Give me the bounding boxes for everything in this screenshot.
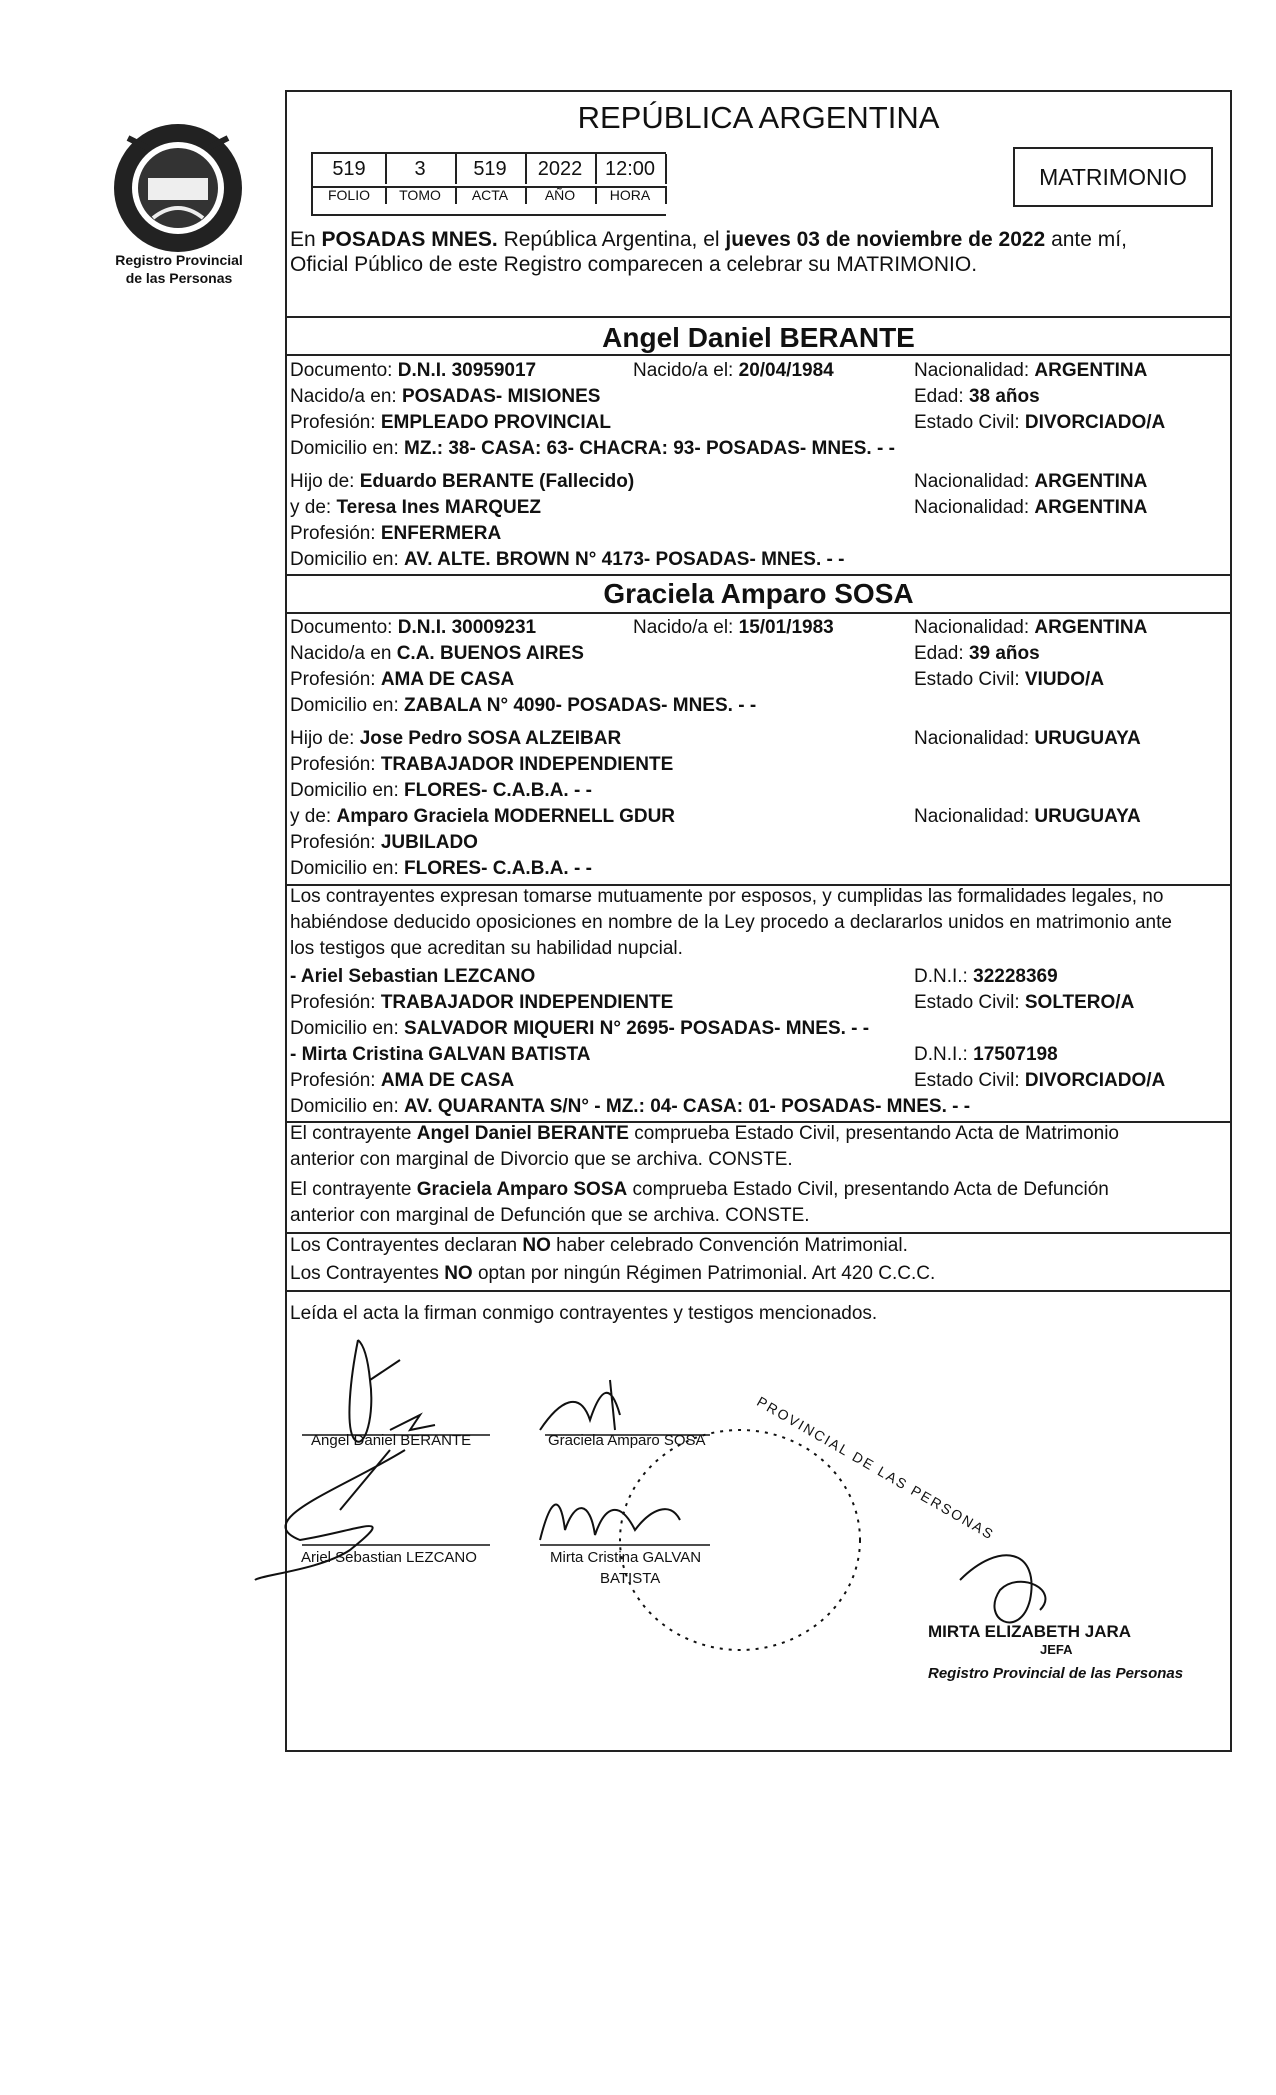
witness2-addr: Domicilio en: AV. QUARANTA S/N° - MZ.: 04- CASA: 01- POSADAS- MNES. - - — [290, 1096, 971, 1117]
hour-label: HORA — [595, 186, 667, 204]
tomo-label: TOMO — [385, 186, 457, 204]
signature-label-4b: BATISTA — [600, 1570, 661, 1587]
spouse1-prof: Profesión: EMPLEADO PROVINCIAL — [290, 412, 611, 433]
spouse1-born: Nacido/a el: 20/04/1984 — [633, 360, 834, 381]
spouse2-nat: Nacionalidad: ARGENTINA — [914, 617, 1148, 638]
tomo-value: 3 — [385, 154, 457, 184]
spouse1-mother-prof: Profesión: ENFERMERA — [290, 523, 502, 544]
spouse2-mother-nat: Nacionalidad: URUGUAYA — [914, 806, 1141, 827]
witness2-name: - Mirta Cristina GALVAN BATISTA — [290, 1044, 591, 1065]
acta-label: ACTA — [455, 186, 527, 204]
intro-line-2: Oficial Público de este Registro comparecen a celebrar su MATRIMONIO. — [290, 253, 978, 276]
spouse2-father: Hijo de: Jose Pedro SOSA ALZEIBAR — [290, 728, 622, 749]
witness2-prof: Profesión: AMA DE CASA — [290, 1070, 515, 1091]
proof2-line-1: El contrayente Graciela Amparo SOSA comprueba Estado Civil, presentando Acta de Defunción — [290, 1179, 1109, 1200]
intro-line-1: En POSADAS MNES. República Argentina, el jueves 03 de noviembre de 2022 ante mí, — [290, 228, 1127, 251]
official-name: MIRTA ELIZABETH JARA — [928, 1622, 1132, 1641]
reading-statement: Leída el acta la firman conmigo contrayentes y testigos mencionados. — [290, 1303, 878, 1324]
official-title: JEFA — [1040, 1642, 1073, 1657]
witness1-name: - Ariel Sebastian LEZCANO — [290, 966, 536, 987]
spouse1-name: Angel Daniel BERANTE — [602, 322, 915, 353]
provincial-seal-icon — [108, 118, 248, 258]
witness1-dni: D.N.I.: 32228369 — [914, 966, 1058, 987]
witness2-dni: D.N.I.: 17507198 — [914, 1044, 1058, 1065]
logo-org-line2: de las Personas — [125, 270, 233, 286]
declaration-line-3: los testigos que acreditan su habilidad nupcial. — [290, 938, 683, 959]
spouse1-doc: Documento: D.N.I. 30959017 — [290, 360, 537, 381]
acta-type: MATRIMONIO — [1039, 164, 1187, 190]
acta-value: 519 — [455, 154, 527, 184]
spouse1-age: Edad: 38 años — [914, 386, 1040, 407]
proof2-line-2: anterior con marginal de Defunción que se archiva. CONSTE. — [290, 1205, 810, 1226]
acta-type-box — [1013, 147, 1213, 207]
spouse2-birthplace: Nacido/a en C.A. BUENOS AIRES — [290, 643, 584, 664]
year-value: 2022 — [525, 154, 597, 184]
hour-value: 12:00 — [595, 154, 667, 184]
spouse2-prof: Profesión: AMA DE CASA — [290, 669, 515, 690]
declaration-line-2: habiéndose deducido oposiciones en nombre de la Ley procedo a declararlos unidos en matrimonio ante — [290, 912, 1172, 933]
spouse1-father-nat: Nacionalidad: ARGENTINA — [914, 471, 1148, 492]
signature-label-2: Graciela Amparo SOSA — [548, 1432, 706, 1449]
spouse2-civil: Estado Civil: VIUDO/A — [914, 669, 1105, 690]
folio-label: FOLIO — [313, 186, 387, 204]
logo-org-line1: Registro Provincial — [115, 252, 243, 268]
signature-label-4a: Mirta Cristina GALVAN — [550, 1549, 702, 1566]
spouse1-mother: y de: Teresa Ines MARQUEZ — [290, 497, 541, 518]
spouse2-mother: y de: Amparo Graciela MODERNELL GDUR — [290, 806, 676, 827]
witness2-civil: Estado Civil: DIVORCIADO/A — [914, 1070, 1166, 1091]
declaration-line-1: Los contrayentes expresan tomarse mutuamente por esposos, y cumplidas las formalidades legales, no — [290, 886, 1164, 907]
year-label: AÑO — [525, 186, 597, 204]
spouse1-addr: Domicilio en: MZ.: 38- CASA: 63- CHACRA: 93- POSADAS- MNES. - - — [290, 438, 895, 459]
spouse2-name: Graciela Amparo SOSA — [603, 578, 914, 609]
spouse2-father-addr: Domicilio en: FLORES- C.A.B.A. - - — [290, 780, 592, 801]
spouse1-father: Hijo de: Eduardo BERANTE (Fallecido) — [290, 471, 635, 492]
convention-line-1: Los Contrayentes declaran NO haber celebrado Convención Matrimonial. — [290, 1235, 908, 1256]
registry-table — [311, 152, 666, 216]
witness1-civil: Estado Civil: SOLTERO/A — [914, 992, 1135, 1013]
spouse2-age: Edad: 39 años — [914, 643, 1040, 664]
spouse1-civil: Estado Civil: DIVORCIADO/A — [914, 412, 1166, 433]
proof1-line-2: anterior con marginal de Divorcio que se archiva. CONSTE. — [290, 1149, 793, 1170]
signatures-drawing — [240, 1320, 1230, 1720]
country-title: REPÚBLICA ARGENTINA — [577, 100, 940, 135]
spouse1-nat: Nacionalidad: ARGENTINA — [914, 360, 1148, 381]
signature-label-3: Ariel Sebastian LEZCANO — [301, 1549, 477, 1566]
spouse2-addr: Domicilio en: ZABALA N° 4090- POSADAS- MNES. - - — [290, 695, 757, 716]
spouse1-birthplace: Nacido/a en: POSADAS- MISIONES — [290, 386, 601, 407]
witness1-addr: Domicilio en: SALVADOR MIQUERI N° 2695- POSADAS- MNES. - - — [290, 1018, 870, 1039]
spouse2-mother-prof: Profesión: JUBILADO — [290, 832, 478, 853]
signature-label-1: Angel Daniel BERANTE — [311, 1432, 472, 1449]
spouse2-mother-addr: Domicilio en: FLORES- C.A.B.A. - - — [290, 858, 592, 879]
spouse2-born: Nacido/a el: 15/01/1983 — [633, 617, 834, 638]
registry-logo — [108, 118, 248, 258]
proof1-line-1: El contrayente Angel Daniel BERANTE comprueba Estado Civil, presentando Acta de Matrimonio — [290, 1123, 1119, 1144]
spouse1-mother-addr: Domicilio en: AV. ALTE. BROWN N° 4173- POSADAS- MNES. - - — [290, 549, 845, 570]
spouse2-doc: Documento: D.N.I. 30009231 — [290, 617, 537, 638]
spouse2-father-nat: Nacionalidad: URUGUAYA — [914, 728, 1141, 749]
spouse1-mother-nat: Nacionalidad: ARGENTINA — [914, 497, 1148, 518]
stamp-text: PROVINCIAL DE LAS PERSONAS — [754, 1393, 998, 1543]
witness1-prof: Profesión: TRABAJADOR INDEPENDIENTE — [290, 992, 674, 1013]
official-org: Registro Provincial de las Personas — [928, 1665, 1184, 1682]
spouse2-father-prof: Profesión: TRABAJADOR INDEPENDIENTE — [290, 754, 674, 775]
convention-line-2: Los Contrayentes NO optan por ningún Régimen Patrimonial. Art 420 C.C.C. — [290, 1263, 936, 1284]
folio-value: 519 — [313, 154, 387, 184]
